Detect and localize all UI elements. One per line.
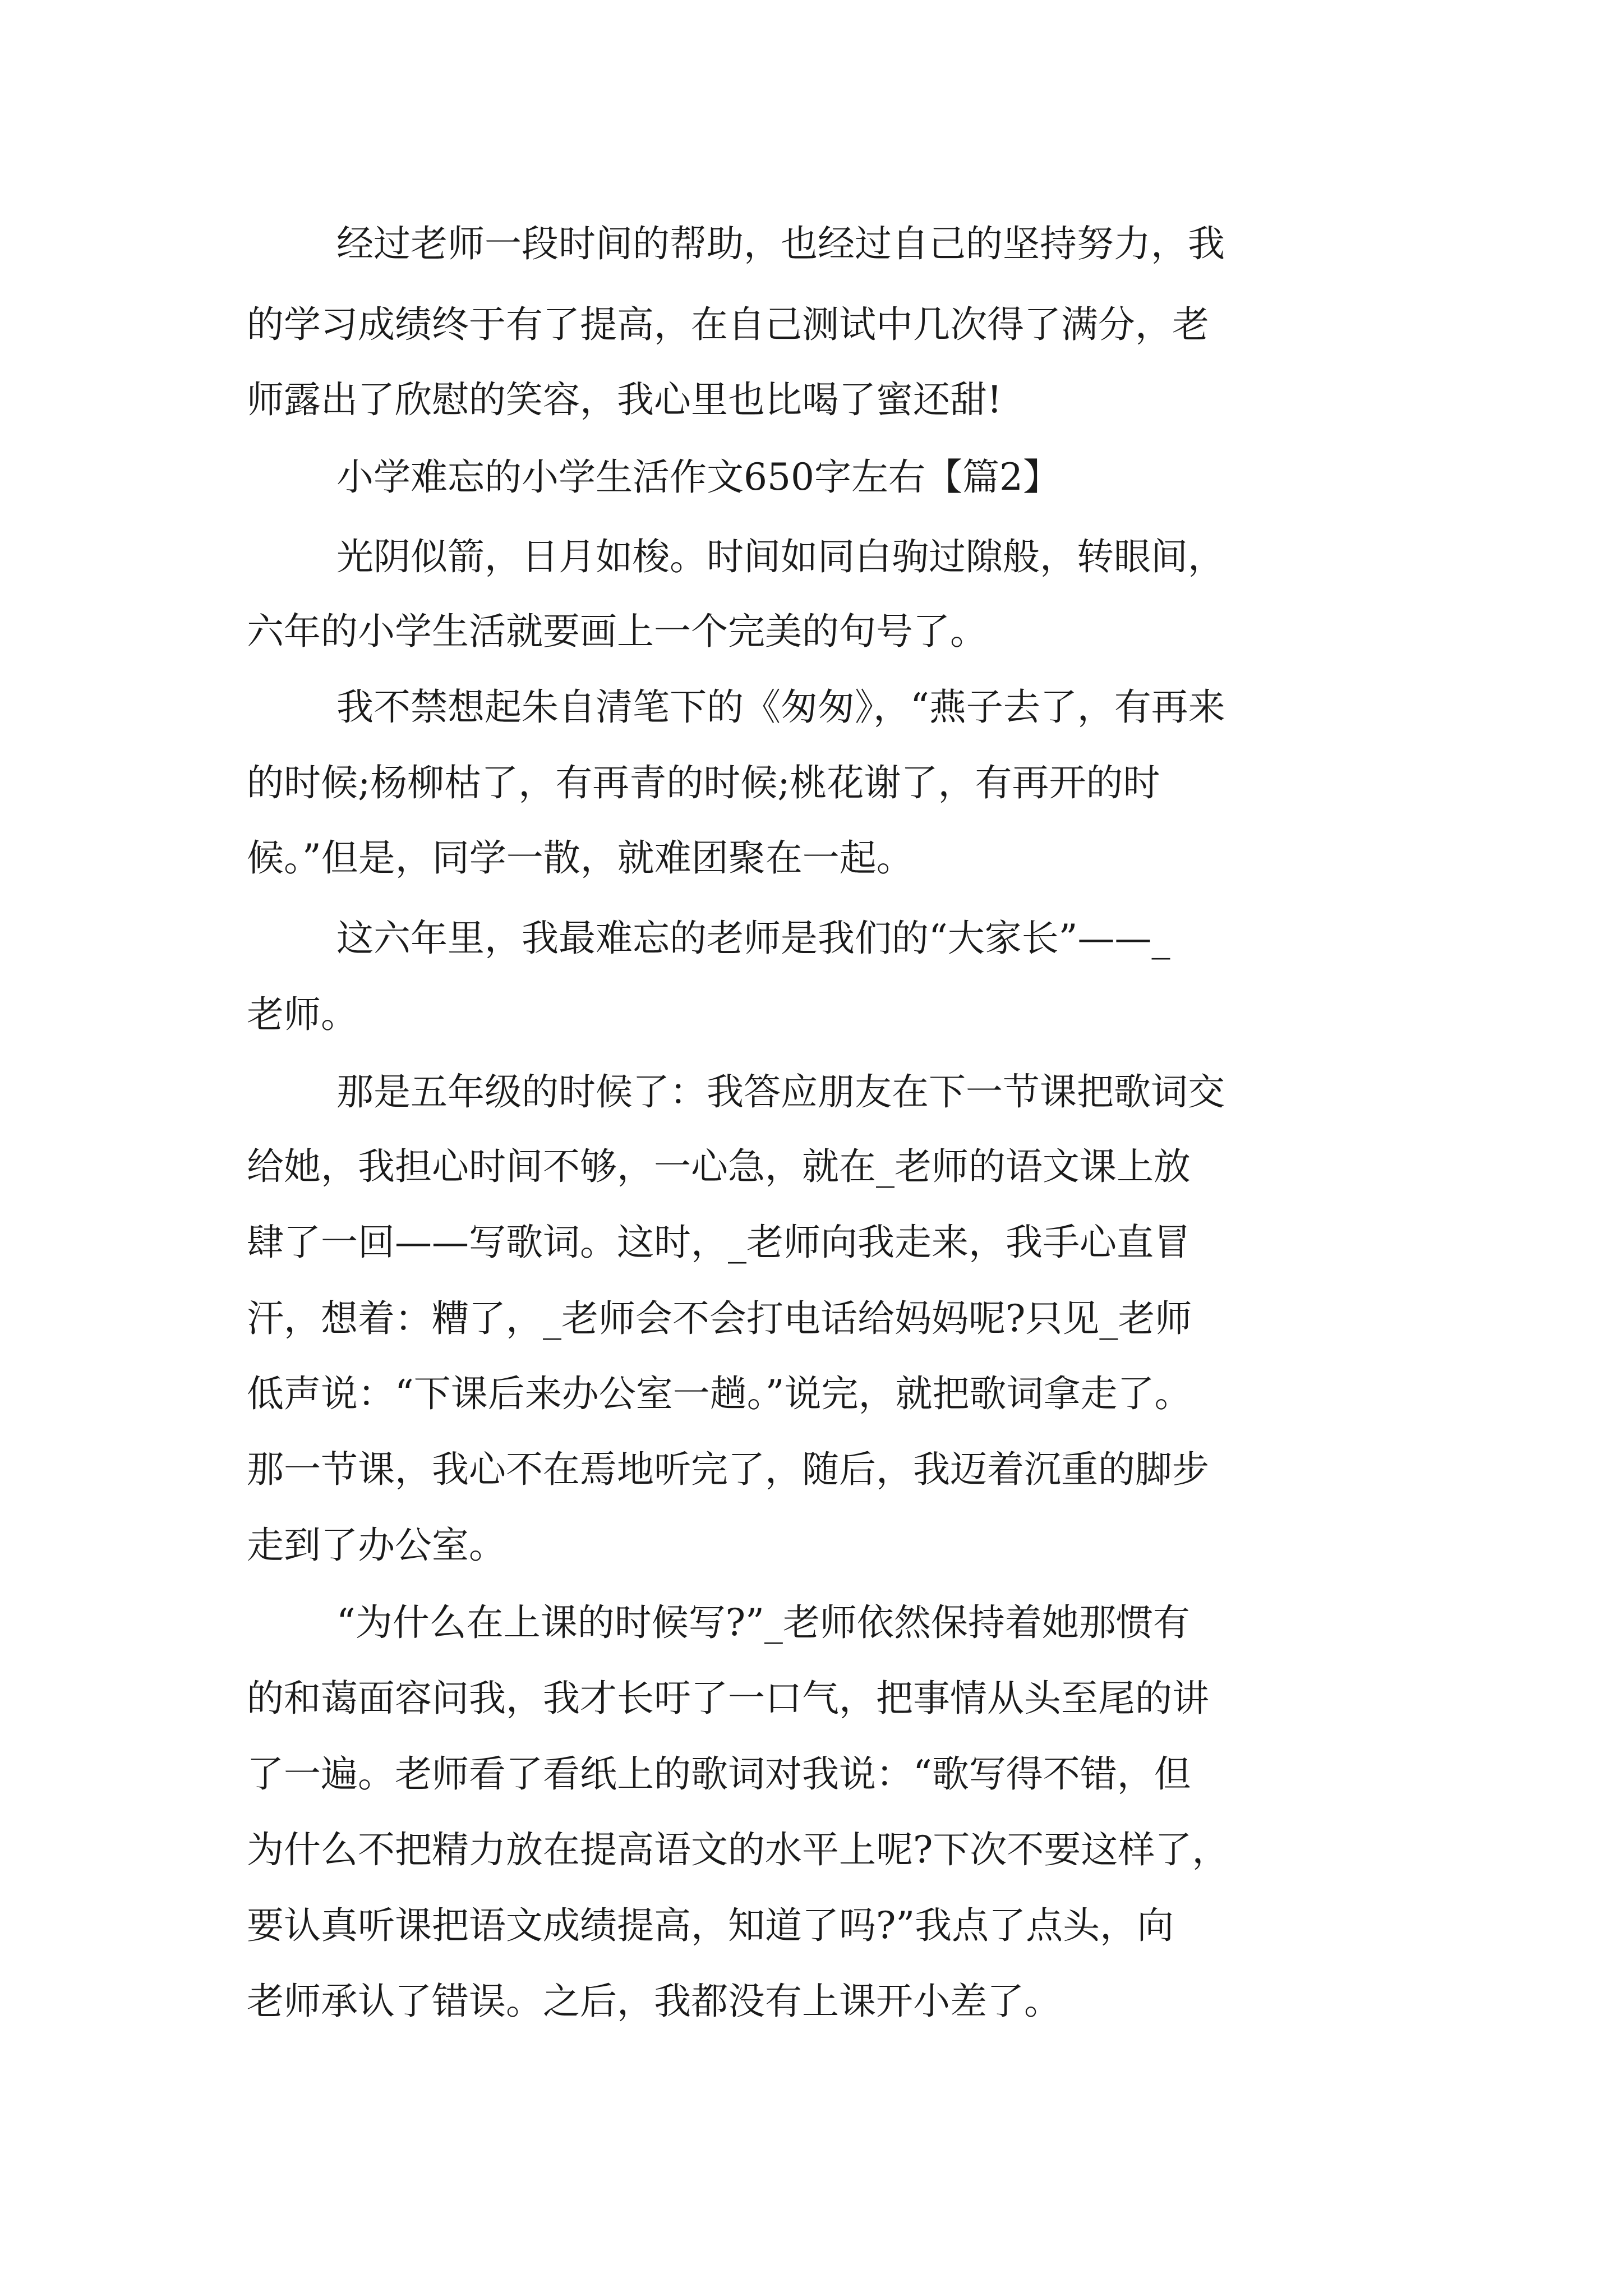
text-line: 了一遍。老师看了看纸上的歌词对我说：“歌写得不错，但 bbox=[247, 1752, 1191, 1796]
text-line: 我不禁想起朱自清笔下的《匆匆》，“燕子去了，有再来 bbox=[336, 685, 1225, 729]
text-line: 肆了一回——写歌词。这时，_老师向我走来，我手心直冒 bbox=[247, 1221, 1191, 1264]
text-line: 的学习成绩终于有了提高，在自己测试中几次得了满分，老 bbox=[247, 303, 1209, 346]
text-line: 经过老师一段时间的帮助，也经过自己的坚持努力，我 bbox=[336, 222, 1225, 265]
text-line: 老师承认了错误。之后，我都没有上课开小差了。 bbox=[247, 1980, 1061, 2023]
text-line: 那一节课，我心不在焉地听完了，随后，我迈着沉重的脚步 bbox=[247, 1448, 1209, 1491]
text-line: 要认真听课把语文成绩提高，知道了吗?”我点了点头，向 bbox=[247, 1904, 1174, 1947]
text-line: 的和蔼面容问我，我才长吁了一口气，把事情从头至尾的讲 bbox=[247, 1677, 1209, 1720]
text-line: “为什么在上课的时候写?”_老师依然保持着她那惯有 bbox=[336, 1601, 1190, 1644]
section-heading: 小学难忘的小学生活作文650字左右【篇2】 bbox=[336, 455, 1060, 499]
text-line: 老师。 bbox=[247, 993, 358, 1036]
text-line: 为什么不把精力放在提高语文的水平上呢?下次不要这样了， bbox=[247, 1828, 1229, 1871]
text-line: 给她，我担心时间不够，一心急，就在_老师的语文课上放 bbox=[247, 1145, 1191, 1188]
text-line: 汗，想着：糟了，_老师会不会打电话给妈妈呢?只见_老师 bbox=[247, 1297, 1192, 1340]
text-line: 那是五年级的时候了：我答应朋友在下一节课把歌词交 bbox=[336, 1070, 1225, 1114]
text-line: 光阴似箭，日月如梭。时间如同白驹过隙般，转眼间， bbox=[336, 535, 1225, 578]
text-line: 低声说：“下课后来办公室一趟。”说完，就把歌词拿走了。 bbox=[247, 1372, 1192, 1415]
text-line: 候。”但是，同学一散，就难团聚在一起。 bbox=[247, 836, 914, 880]
text-line: 六年的小学生活就要画上一个完美的句号了。 bbox=[247, 610, 987, 653]
text-line: 走到了办公室。 bbox=[247, 1524, 506, 1567]
text-line: 这六年里，我最难忘的老师是我们的“大家长”——_ bbox=[336, 917, 1170, 960]
text-line: 师露出了欣慰的笑容，我心里也比喝了蜜还甜! bbox=[247, 378, 1002, 421]
text-line: 的时候;杨柳枯了，有再青的时候;桃花谢了，有再开的时 bbox=[247, 761, 1160, 804]
